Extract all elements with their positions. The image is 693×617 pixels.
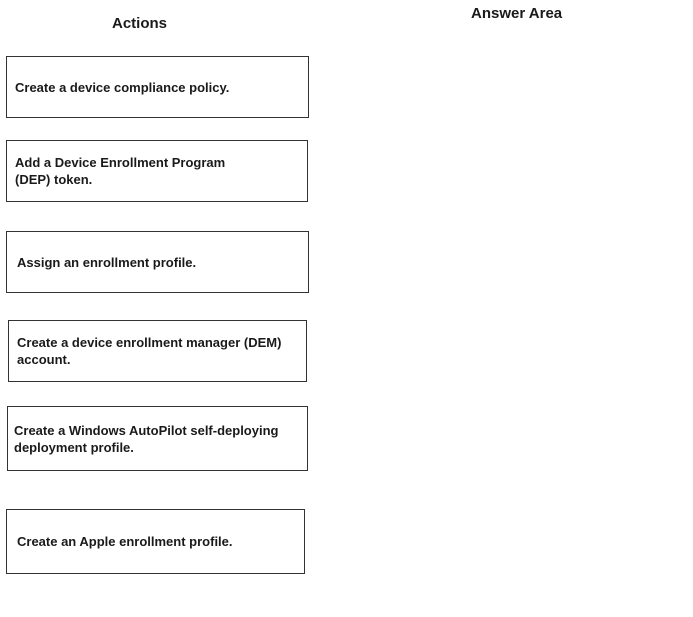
action-item-label: Create a device compliance policy. bbox=[15, 79, 230, 95]
action-item-dep-token[interactable] bbox=[6, 140, 308, 202]
action-item-compliance-policy[interactable] bbox=[6, 56, 309, 118]
action-item-assign-enrollment-profile[interactable] bbox=[6, 231, 309, 293]
action-item-label: Add a Device Enrollment Program (DEP) token. bbox=[15, 155, 226, 187]
action-item-autopilot-profile[interactable] bbox=[7, 406, 308, 471]
action-item-dem-account[interactable] bbox=[8, 320, 307, 382]
answer-area-drop-zone[interactable] bbox=[345, 30, 685, 610]
action-item-label: Assign an enrollment profile. bbox=[17, 254, 197, 270]
actions-heading: Actions bbox=[112, 15, 168, 32]
answer-area-heading: Answer Area bbox=[471, 5, 563, 22]
action-item-label: Create an Apple enrollment profile. bbox=[17, 534, 233, 549]
action-item-apple-enrollment-profile[interactable] bbox=[6, 509, 305, 574]
action-item-label: Create a device enrollment manager (DEM) account. bbox=[17, 335, 282, 367]
action-item-label: Create a Windows AutoPilot self-deploying deployment profile. bbox=[14, 422, 279, 455]
